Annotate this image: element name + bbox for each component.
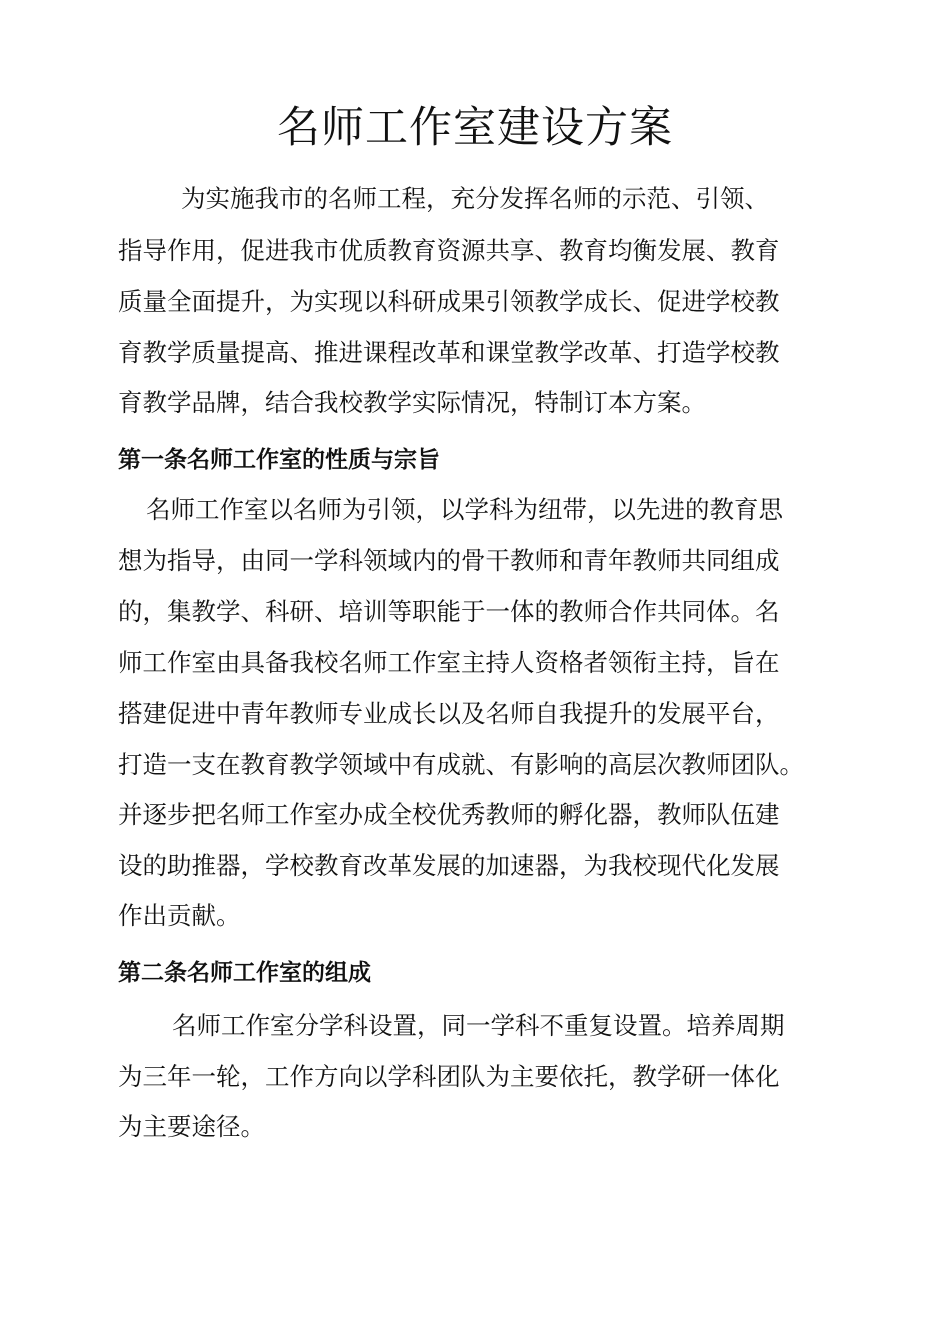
article1-line-2: 想为指导，由同一学科领域内的骨干教师和青年教师共同组成 [118,546,780,575]
intro-line-5: 育教学品牌，结合我校教学实际情况，特制订本方案。 [118,388,706,417]
intro-line-3: 质量全面提升，为实现以科研成果引领教学成长、促进学校教 [118,287,780,316]
article2-heading: 第二条名师工作室的组成 [118,959,371,986]
article1-heading: 第一条名师工作室的性质与宗旨 [118,446,440,473]
article1-line-8: 设的助推器，学校教育改革发展的加速器，为我校现代化发展 [118,851,780,880]
page-title: 名师工作室建设方案 [277,103,673,153]
article1-line-1: 名师工作室以名师为引领，以学科为纽带，以先进的教育思 [146,495,783,524]
article2-line-3: 为主要途径。 [118,1112,265,1141]
intro-line-4: 育教学质量提高、推进课程改革和课堂教学改革、打造学校教 [118,338,780,367]
intro-line-1: 为实施我市的名师工程，充分发挥名师的示范、引领、 [181,184,769,213]
intro-line-2: 指导作用，促进我市优质教育资源共享、教育均衡发展、教育 [118,236,780,265]
article1-line-4: 师工作室由具备我校名师工作室主持人资格者领衔主持，旨在 [118,648,780,677]
article1-line-3: 的，集教学、科研、培训等职能于一体的教师合作共同体。名 [118,597,780,626]
article2-line-1: 名师工作室分学科设置，同一学科不重复设置。培养周期 [172,1011,785,1040]
article1-line-9: 作出贡献。 [118,901,241,930]
article1-line-7: 并逐步把名师工作室办成全校优秀教师的孵化器，教师队伍建 [118,800,780,829]
article2-line-2: 为三年一轮，工作方向以学科团队为主要依托，教学研一体化 [118,1062,780,1091]
article1-line-5: 搭建促进中青年教师专业成长以及名师自我提升的发展平台， [118,699,780,728]
article1-line-6: 打造一支在教育教学领域中有成就、有影响的高层次教师团队。 [118,750,804,779]
